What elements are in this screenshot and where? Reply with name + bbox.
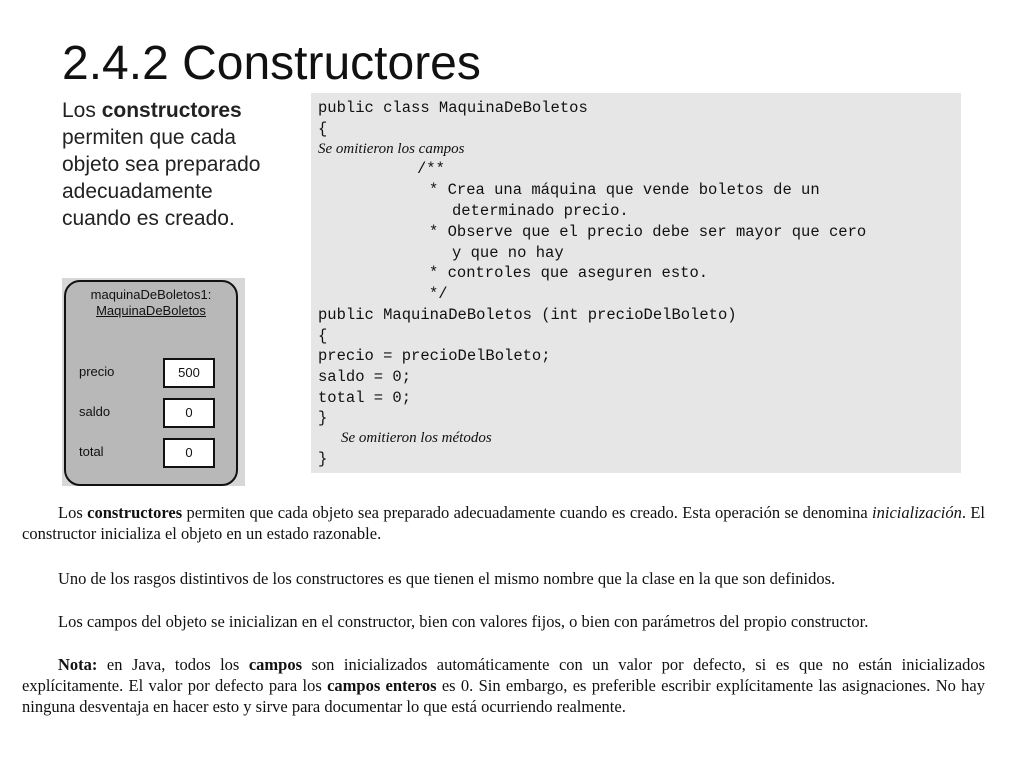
field-label-precio: precio xyxy=(79,364,115,379)
p1-text: Los xyxy=(58,503,88,522)
field-value-total: 0 xyxy=(163,438,215,468)
code-line: public class MaquinaDeBoletos xyxy=(318,99,588,117)
code-line: } xyxy=(318,450,328,468)
code-line: /** xyxy=(417,160,445,178)
code-line: { xyxy=(318,120,328,138)
object-diagram xyxy=(62,278,245,486)
code-line: * Observe que el precio debe ser mayor que cero xyxy=(429,223,867,241)
note-text: es 0. Sin embargo, es preferible escribir explícitamente las asignaciones. No hay ninguna desventaja en hacer esto y sirve para documentar lo que está ocurriendo realmente. xyxy=(22,676,985,716)
object-header xyxy=(66,287,236,319)
code-line: * controles que aseguren esto. xyxy=(429,264,709,282)
p1-bold: constructores xyxy=(87,503,183,522)
code-line: */ xyxy=(429,285,448,303)
paragraph-2 xyxy=(22,568,985,589)
note-bold: campos xyxy=(248,655,303,674)
code-listing xyxy=(311,93,961,473)
code-line: public MaquinaDeBoletos (int precioDelBoleto) xyxy=(318,306,737,324)
p1-text: . El constructor inicializa el objeto en un estado razonable. xyxy=(22,503,986,543)
code-line: y que no hay xyxy=(452,244,564,262)
intro-before: Los xyxy=(62,99,102,122)
code-line: } xyxy=(318,409,328,427)
paragraph-3 xyxy=(22,611,985,632)
object-name: maquinaDeBoletos1: xyxy=(90,287,212,302)
code-line: * Crea una máquina que vende boletos de un xyxy=(429,181,820,199)
p2-text: Uno de los rasgos distintivos de los constructores es que tienen el mismo nombre que la clase en la que son definidos. xyxy=(58,569,836,588)
intro-bold: constructores xyxy=(101,99,242,122)
code-line: { xyxy=(318,327,328,345)
code-annotation: Se omitieron los campos xyxy=(318,141,465,157)
note-text: en Java, todos los xyxy=(97,655,249,674)
paragraph-1 xyxy=(22,502,985,544)
code-line: precio = precioDelBoleto; xyxy=(318,347,551,365)
p3-text: Los campos del objeto se inicializan en el constructor, bien con valores fijos, o bien con parámetros del propio constructor. xyxy=(58,612,869,631)
note-bold: campos enteros xyxy=(327,676,437,695)
intro-after: permiten que cada objeto sea preparado adecuadamente cuando es creado. xyxy=(62,126,261,230)
p1-italic: inicialización xyxy=(872,503,962,522)
field-value-saldo: 0 xyxy=(163,398,215,428)
note-label: Nota: xyxy=(58,655,98,674)
intro-text xyxy=(62,97,262,232)
field-label-total: total xyxy=(79,444,104,459)
code-line: total = 0; xyxy=(318,389,412,407)
code-annotation: Se omitieron los métodos xyxy=(341,430,492,446)
field-value-precio: 500 xyxy=(163,358,215,388)
slide-title: 2.4.2 Constructores xyxy=(62,37,481,90)
field-label-saldo: saldo xyxy=(79,404,111,419)
note-text: son inicializados automáticamente con un valor por defecto, si es que no están inicializados explícitamente. El valor por defecto para los xyxy=(22,655,985,695)
object-class: MaquinaDeBoletos xyxy=(96,303,206,318)
object-instance-box xyxy=(64,280,238,486)
paragraph-note xyxy=(22,654,985,717)
p1-text: permiten que cada objeto sea preparado adecuadamente cuando es creado. Esta operación se denomina xyxy=(182,503,873,522)
code-line: saldo = 0; xyxy=(318,368,412,386)
code-line: determinado precio. xyxy=(452,202,629,220)
